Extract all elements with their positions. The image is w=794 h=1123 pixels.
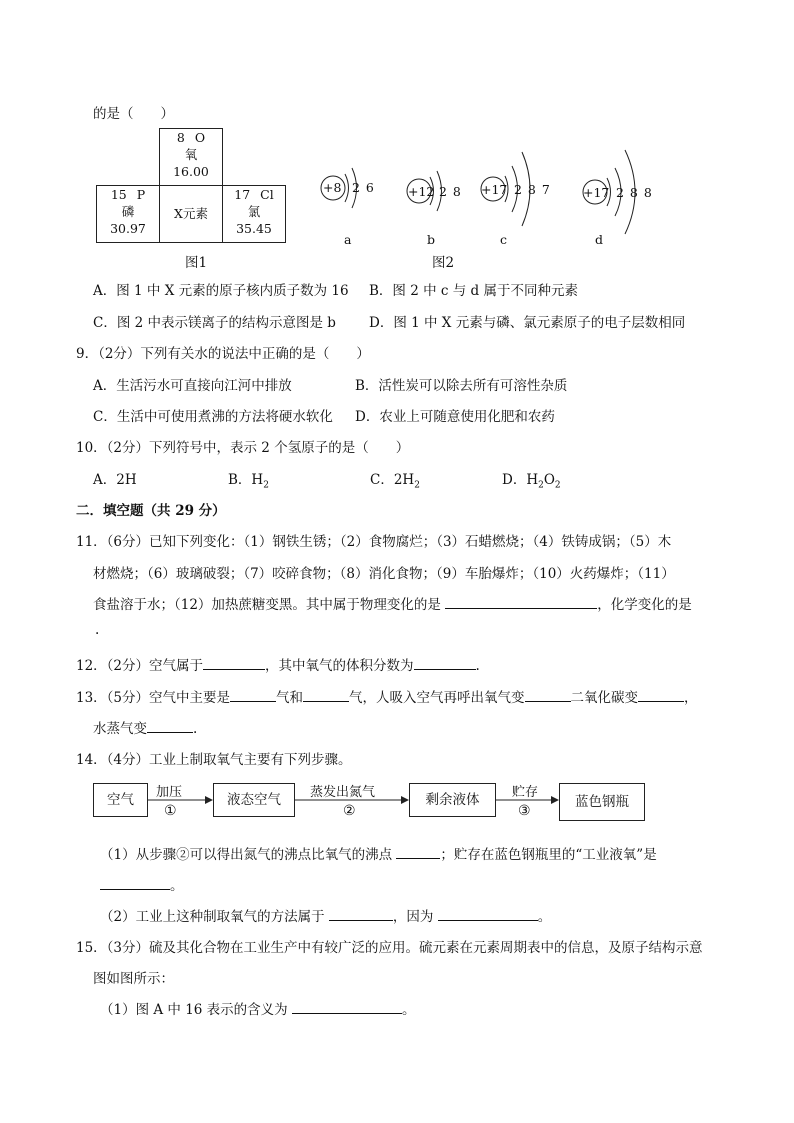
flow-step-label: 蒸发出氮气 (310, 785, 376, 800)
q14-text: （2）工业上这种制取氧气的方法属于 (100, 909, 325, 925)
q9-stem: 9．（2分）下列有关水的说法中正确的是（ ） (76, 346, 370, 362)
q14-blank-1[interactable] (396, 844, 440, 859)
q14-sub1-line-2 (100, 874, 184, 894)
atom-label: a (344, 232, 352, 247)
flow-step-number: ① (164, 803, 177, 819)
q15-blank-1[interactable] (292, 999, 402, 1014)
q13-blank-3[interactable] (525, 687, 571, 702)
q9-option-b: B．活性炭可以除去所有可溶性杂质 (355, 378, 568, 394)
q9-option-d: D．农业上可随意使用化肥和农药 (355, 409, 555, 425)
atom-label: d (595, 232, 604, 247)
q15-line-2: 图如图所示： (93, 971, 174, 987)
q13-text: 二氧化碳变 (570, 690, 639, 706)
x-element-label: X元素 (174, 206, 208, 221)
element-name: 磷 (121, 204, 135, 219)
nucleus-charge: +17 (583, 185, 610, 200)
electron-config: 2 8 8 (616, 185, 652, 200)
element-name: 氯 (247, 204, 261, 219)
atomic-mass: 16.00 (173, 164, 209, 179)
atom-label: c (500, 232, 508, 247)
q8-option-c: C．图 2 中表示镁离子的结构示意图是 b (93, 315, 336, 331)
subscript: 2 (554, 480, 561, 491)
q12-text: 12．（2分）空气属于 (76, 658, 204, 674)
q14-text: （1）从步骤 (100, 847, 177, 863)
flow-arrows-svg (0, 775, 794, 835)
q8-option-d: D．图 1 中 X 元素与磷、氯元素原子的电子层数相同 (369, 315, 686, 331)
q13-blank-5[interactable] (147, 718, 193, 733)
nucleus-charge: +17 (481, 182, 508, 197)
q13-text: 气和 (276, 690, 304, 706)
q10-stem: 10．（2分）下列符号中，表示 2 个氢原子的是（ ） (76, 440, 410, 456)
q14-text: 可以得出氮气的沸点比氧气的沸点 (189, 847, 393, 863)
q13-line-2 (93, 717, 197, 737)
q13-blank-2[interactable] (303, 687, 349, 702)
q14-text: 。 (170, 878, 184, 894)
q11-text: 食盐溶于水；（12）加热蔗糖变黑。其中属于物理变化的是 (93, 597, 441, 613)
q11-physical-blank[interactable] (445, 594, 597, 609)
element-symbol: Cl (260, 187, 274, 202)
q14-text: ，因为 (392, 909, 434, 925)
q13-text: 13．（5分）空气中主要是 (76, 690, 231, 706)
q8-option-a: A．图 1 中 X 元素的原子核内质子数为 16 (93, 283, 349, 299)
q13-blank-4[interactable] (638, 687, 684, 702)
figure-2-caption: 图2 (432, 255, 455, 271)
option-text: C．2H (370, 472, 415, 488)
section-2-heading: 二．填空题（共 29 分） (76, 503, 226, 519)
q11-line-4: . (95, 622, 100, 638)
atomic-number: 15 (110, 187, 127, 202)
q13-text: 气，人吸入空气再呼出氧气变 (349, 690, 525, 706)
q15-text: （1）图 A 中 16 表示的含义为 (100, 1002, 288, 1018)
figure-1-caption: 图1 (185, 255, 208, 271)
q12-blank-1[interactable] (203, 655, 265, 670)
q14-stem: 14．（4分）工业上制取氧气主要有下列步骤。 (76, 752, 352, 768)
flow-box-remaining-liquid: 剩余液体 (409, 783, 496, 817)
q9-option-a: A．生活污水可直接向江河中排放 (93, 378, 292, 394)
q9-option-c: C．生活中可使用煮沸的方法将硬水软化 (93, 409, 333, 425)
option-text: B．H (228, 472, 264, 488)
electron-config: 2 8 7 (514, 182, 550, 197)
q12-blank-2[interactable] (414, 655, 476, 670)
q12-text: . (475, 658, 480, 674)
q11-line-2: 材燃烧；（6）玻璃破裂；（7）咬碎食物；（8）消化食物；（9）车胎爆炸；（10）火药爆炸；（11） (93, 566, 675, 582)
element-name: 氧 (184, 147, 198, 162)
q10-option-b (228, 468, 269, 491)
option-text: D．H (502, 472, 539, 488)
q13-text: ， (684, 690, 698, 706)
subscript: 2 (538, 480, 544, 491)
q14-text: 。 (537, 909, 552, 925)
q12-text: ，其中氧气的体积分数为 (265, 658, 414, 674)
element-symbol: P (136, 187, 146, 202)
q12-line (76, 654, 480, 674)
q14-step-ref: ② (176, 847, 190, 863)
q14-sub2 (100, 905, 551, 925)
q10-option-a: A．2H (93, 472, 137, 488)
q14-blank-3[interactable] (329, 906, 393, 921)
flow-box-liquid-air: 液态空气 (213, 783, 295, 817)
flow-box-blue-cylinder: 蓝色钢瓶 (559, 783, 645, 821)
q14-blank-4[interactable] (438, 906, 538, 921)
q8-option-b: B．图 2 中 c 与 d 属于不同种元素 (369, 283, 578, 299)
atomic-mass: 35.45 (236, 221, 272, 236)
q14-sub1-line-1 (100, 843, 657, 863)
q13-text: 水蒸气变 (93, 721, 147, 737)
q10-option-c (370, 468, 420, 491)
shell-arc (345, 174, 349, 202)
flow-box-air: 空气 (93, 783, 148, 817)
flow-step-label: 贮存 (512, 785, 539, 800)
q15-line-1: 15．（3分）硫及其化合物在工业生产中有较广泛的应用。硫元素在元素周期表中的信息，及原子结构示意 (76, 940, 703, 956)
q14-blank-2[interactable] (100, 875, 170, 890)
q10-option-d (502, 468, 561, 491)
q8-tail: 的是（ ） (93, 106, 174, 122)
subscript: 2 (414, 480, 420, 491)
q13-line-1 (76, 686, 698, 706)
nucleus-charge: +12 (408, 184, 435, 199)
atom-label: b (427, 232, 436, 247)
option-text: O (543, 472, 555, 488)
q14-text: ；贮存在蓝色钢瓶里的“工业液氧”是 (440, 847, 657, 863)
q13-text: . (193, 721, 198, 737)
flow-step-label: 加压 (156, 785, 183, 800)
nucleus-charge: +8 (323, 180, 342, 195)
q13-blank-1[interactable] (230, 687, 276, 702)
q11-line-1: 11．（6分）已知下列变化：（1）钢铁生锈；（2）食物腐烂；（3）石蜡燃烧；（4）铁铸成锅；（5）木 (76, 534, 672, 550)
q11-text: ，化学变化的是 (597, 597, 692, 613)
q11-line-3 (93, 593, 692, 613)
electron-config: 2 6 (352, 180, 374, 195)
atomic-number: 17 (234, 187, 251, 202)
subscript: 2 (263, 480, 269, 491)
q15-text: 。 (401, 1002, 416, 1018)
q15-sub1 (100, 998, 415, 1018)
element-symbol: O (194, 130, 206, 145)
atomic-number: 8 (176, 130, 185, 145)
atomic-mass: 30.97 (110, 221, 146, 236)
electron-config: 2 8 (439, 184, 461, 199)
flow-step-number: ③ (518, 803, 531, 819)
flow-step-number: ② (343, 803, 356, 819)
